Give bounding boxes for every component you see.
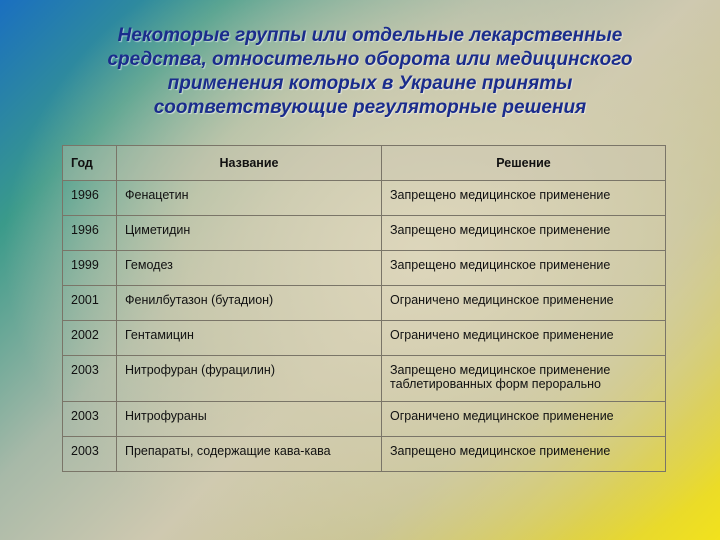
cell-decision: Запрещено медицинское применение [382,251,666,286]
cell-decision: Запрещено медицинское применение [382,437,666,472]
header-year: Год [63,146,117,181]
cell-year: 1996 [63,181,117,216]
cell-year: 2001 [63,286,117,321]
cell-year: 2003 [63,437,117,472]
regulatory-decisions-table [62,145,666,472]
cell-year: 2003 [63,402,117,437]
table-row [63,251,666,286]
cell-decision: Запрещено медицинское применение [382,216,666,251]
cell-name: Фенилбутазон (бутадион) [117,286,382,321]
cell-decision: Ограничено медицинское применение [382,321,666,356]
cell-decision: Запрещено медицинское применение таблетированных форм перорально [382,356,666,402]
cell-year: 1999 [63,251,117,286]
cell-name: Нитрофуран (фурацилин) [117,356,382,402]
cell-name: Гентамицин [117,321,382,356]
title-line-4: соответствующие регуляторные решения [153,97,587,118]
cell-decision: Запрещено медицинское применение [382,181,666,216]
header-decision: Решение [382,146,666,181]
table-row [63,216,666,251]
cell-year: 2002 [63,321,117,356]
cell-decision: Ограничено медицинское применение [382,402,666,437]
cell-name: Препараты, содержащие кава-кава [117,437,382,472]
table-row [63,321,666,356]
table-row [63,181,666,216]
table-row [63,286,666,321]
title-line-1: Некоторые группы или отдельные лекарственные [117,25,623,46]
title-line-3: применения которых в Украине приняты [167,73,573,94]
page-title [60,24,680,120]
cell-decision: Ограничено медицинское применение [382,286,666,321]
cell-name: Циметидин [117,216,382,251]
cell-name: Нитрофураны [117,402,382,437]
cell-year: 1996 [63,216,117,251]
title-line-2: средства, относительно оборота или медицинского [107,49,633,70]
cell-name: Гемодез [117,251,382,286]
header-name: Название [117,146,382,181]
cell-name: Фенацетин [117,181,382,216]
cell-year: 2003 [63,356,117,402]
table-header-row [63,146,666,181]
table-row [63,356,666,402]
table-row [63,402,666,437]
table-row [63,437,666,472]
